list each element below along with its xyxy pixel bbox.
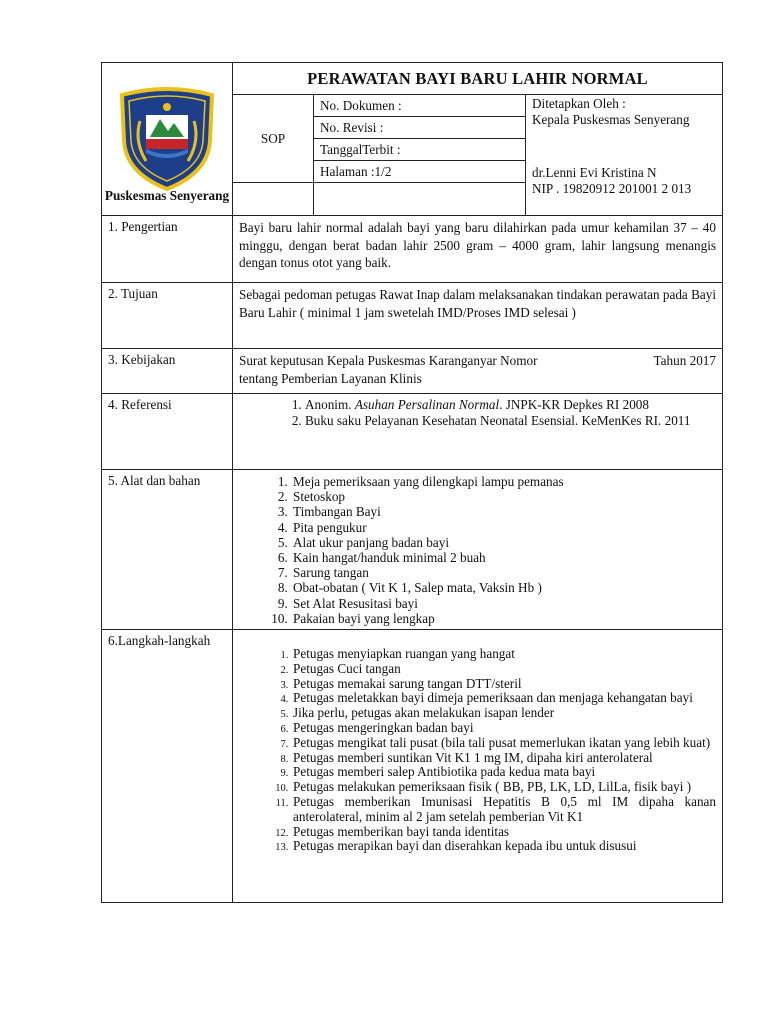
list-item: 7. Sarung tangan [291,565,716,580]
list-item: 3. Petugas memakai sarung tangan DTT/steril [291,677,716,692]
list-item: 6. Petugas mengeringkan badan bayi [291,721,716,736]
signatory-nip: NIP . 19820912 201001 2 013 [532,181,692,196]
list-item: 5. Jika perlu, petugas akan melakukan isapan lender [291,706,716,721]
kebijakan-text-b: Tahun 2017 [653,353,716,368]
list-item: 13. Petugas merapikan bayi dan diserahkan kepada ibu untuk disusui [291,839,716,854]
logo-cell [102,63,233,216]
referensi-content [233,394,723,470]
list-item: 2. Petugas Cuci tangan [291,662,716,677]
signatory-name: dr.Lenni Evi Kristina N [532,165,657,180]
puskesmas-logo [102,81,233,201]
list-item: 9. Petugas memberi salep Antibiotika pada kedua mata bayi [291,765,716,780]
tanggal-terbit-field: TanggalTerbit : [314,139,526,161]
kebijakan-text-a: Surat keputusan Kepala Puskesmas Karanganyar Nomor [239,353,538,368]
kebijakan-text-c: tentang Pemberian Layanan Klinis [239,370,422,386]
list-item: 1. Anonim. Asuhan Persalinan Normal. JNPK-KR Depkes RI 2008 [305,397,716,413]
list-item: 6. Kain hangat/handuk minimal 2 buah [291,550,716,565]
document-title: PERAWATAN BAYI BARU LAHIR NORMAL [233,63,723,95]
list-item: 2. Buku saku Pelayanan Kesehatan Neonatal Esensial. KeMenKes RI. 2011 [305,413,716,429]
blank-cell [314,183,526,216]
list-item: 12. Petugas memberikan bayi tanda identitas [291,825,716,840]
sop-label: SOP [233,95,314,183]
pengertian-label: 1. Pengertian [102,216,233,283]
kebijakan-text [233,349,723,394]
referensi-label: 4. Referensi [102,394,233,470]
list-item: 11. Petugas memberikan Imunisasi Hepatitis B 0,5 ml IM dipaha kanan anterolateral, minim al 2 jam setelah pemberian Vit K1 [291,795,716,825]
list-item: 7. Petugas mengikat tali pusat (bila tali pusat memerlukan ikatan yang lebih kuat) [291,736,716,751]
pengertian-text: Bayi baru lahir normal adalah bayi yang baru dilahirkan pada umur kehamilan 37 – 40 minggu, dengan berat badan lahir 2500 gram – 4000 gram, lahir langsung menangis dengan tonus otot yang baik. [233,216,723,283]
alat-label: 5. Alat dan bahan [102,470,233,630]
list-item: 1. Meja pemeriksaan yang dilengkapi lampu pemanas [291,474,716,489]
ditetapkan-label: Ditetapkan Oleh : [532,96,626,111]
alat-content [233,470,723,630]
langkah-content [233,630,723,903]
halaman-field: Halaman :1/2 [314,161,526,183]
blank-cell [233,183,314,216]
list-item: 8. Petugas memberi suntikan Vit K1 1 mg IM, dipaha kiri anterolateral [291,751,716,766]
kebijakan-label: 3. Kebijakan [102,349,233,394]
list-item: 10. Pakaian bayi yang lengkap [291,611,716,626]
list-item: 10. Petugas melakukan pemeriksaan fisik ( BB, PB, LK, LD, LilLa, fisik bayi ) [291,780,716,795]
list-item: 4. Pita pengukur [291,520,716,535]
list-item: 4. Petugas meletakkan bayi dimeja pemeriksaan dan menjaga kehangatan bayi [291,691,716,706]
no-revisi-field: No. Revisi : [314,117,526,139]
sop-document [101,62,722,903]
list-item: 3. Timbangan Bayi [291,504,716,519]
tujuan-text: Sebagai pedoman petugas Rawat Inap dalam melaksanakan tindakan perawatan pada Bayi Baru Lahir ( minimal 1 jam swetelah IMD/Proses IMD selesai ) [233,283,723,349]
referensi-list [239,397,716,429]
list-item: 8. Obat-obatan ( Vit K 1, Salep mata, Vaksin Hb ) [291,580,716,595]
no-dokumen-field: No. Dokumen : [314,95,526,117]
list-item: 5. Alat ukur panjang badan bayi [291,535,716,550]
tujuan-label: 2. Tujuan [102,283,233,349]
ditetapkan-by: Kepala Puskesmas Senyerang [532,112,690,127]
organization-name: Puskesmas Senyerang [104,188,230,203]
alat-list [239,474,716,626]
ditetapkan-cell [526,95,723,216]
list-item: 1. Petugas menyiapkan ruangan yang hangat [291,647,716,662]
sop-table [101,62,723,903]
list-item: 9. Set Alat Resusitasi bayi [291,596,716,611]
langkah-list [239,647,716,854]
langkah-label: 6.Langkah-langkah [102,630,233,903]
list-item: 2. Stetoskop [291,489,716,504]
